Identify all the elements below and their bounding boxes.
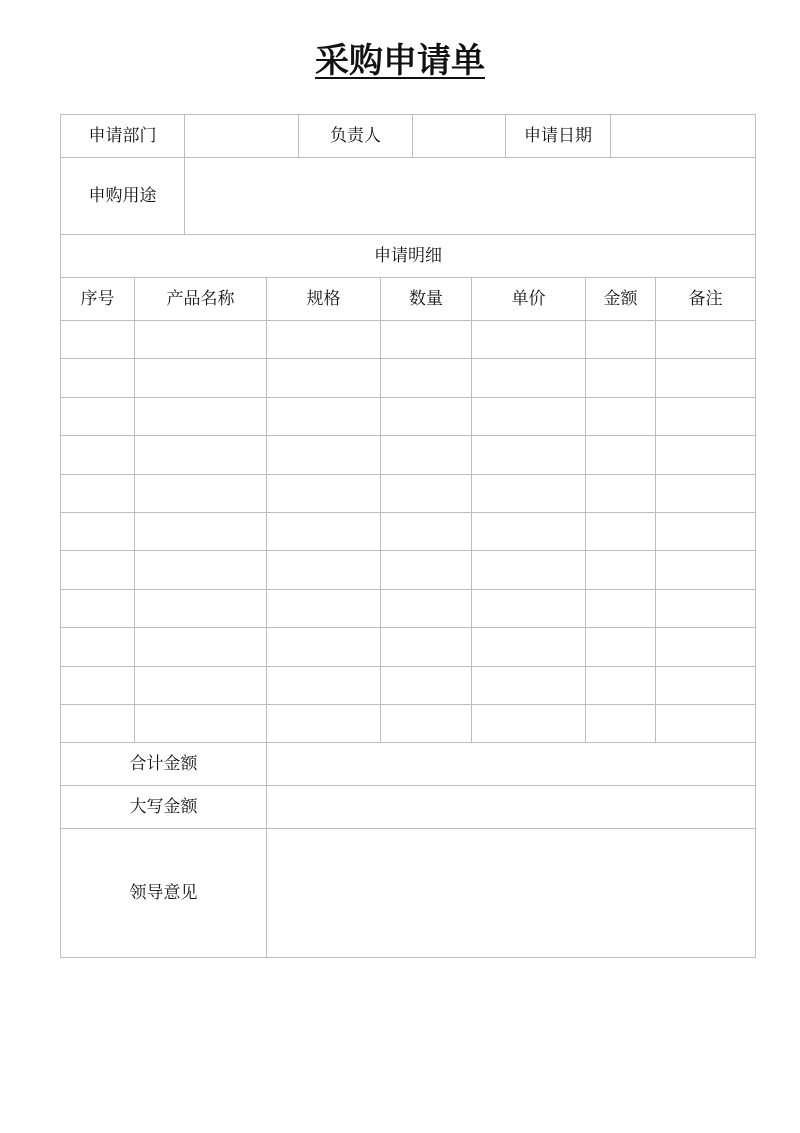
uppercase-amount-field[interactable] (267, 786, 756, 829)
cell-product[interactable] (135, 704, 267, 742)
cell-amount[interactable] (586, 397, 656, 435)
table-row (61, 359, 756, 397)
cell-amount[interactable] (586, 628, 656, 666)
cell-qty[interactable] (381, 512, 472, 550)
cell-price[interactable] (472, 436, 586, 474)
uppercase-amount-label: 大写金额 (61, 786, 267, 829)
department-label: 申请部门 (61, 115, 185, 158)
table-row (61, 551, 756, 589)
details-section-title: 申请明细 (61, 235, 756, 278)
cell-product[interactable] (135, 474, 267, 512)
header-row (61, 115, 756, 158)
cell-product[interactable] (135, 512, 267, 550)
cell-remark[interactable] (656, 397, 756, 435)
cell-remark[interactable] (656, 589, 756, 627)
cell-amount[interactable] (586, 551, 656, 589)
cell-qty[interactable] (381, 436, 472, 474)
cell-no[interactable] (61, 397, 135, 435)
cell-amount[interactable] (586, 666, 656, 704)
cell-price[interactable] (472, 628, 586, 666)
table-row (61, 589, 756, 627)
cell-remark[interactable] (656, 512, 756, 550)
form-title (0, 38, 800, 84)
cell-product[interactable] (135, 551, 267, 589)
column-header-price: 单价 (472, 278, 586, 321)
cell-product[interactable] (135, 589, 267, 627)
cell-spec[interactable] (267, 359, 381, 397)
leader-opinion-label: 领导意见 (61, 829, 267, 958)
cell-no[interactable] (61, 321, 135, 359)
cell-amount[interactable] (586, 321, 656, 359)
cell-product[interactable] (135, 666, 267, 704)
cell-remark[interactable] (656, 704, 756, 742)
column-header-no: 序号 (61, 278, 135, 321)
details-column-header-row (61, 278, 756, 321)
cell-no[interactable] (61, 704, 135, 742)
cell-spec[interactable] (267, 551, 381, 589)
cell-no[interactable] (61, 436, 135, 474)
cell-spec[interactable] (267, 512, 381, 550)
cell-amount[interactable] (586, 704, 656, 742)
cell-product[interactable] (135, 359, 267, 397)
cell-amount[interactable] (586, 359, 656, 397)
purchase-request-table (60, 114, 756, 958)
cell-qty[interactable] (381, 321, 472, 359)
cell-spec[interactable] (267, 474, 381, 512)
cell-qty[interactable] (381, 551, 472, 589)
cell-qty[interactable] (381, 704, 472, 742)
cell-spec[interactable] (267, 666, 381, 704)
table-row (61, 512, 756, 550)
table-row (61, 321, 756, 359)
department-field[interactable] (185, 115, 299, 158)
date-label: 申请日期 (506, 115, 611, 158)
owner-label: 负责人 (299, 115, 413, 158)
cell-amount[interactable] (586, 512, 656, 550)
cell-qty[interactable] (381, 397, 472, 435)
cell-amount[interactable] (586, 474, 656, 512)
cell-price[interactable] (472, 589, 586, 627)
table-row (61, 628, 756, 666)
cell-spec[interactable] (267, 589, 381, 627)
cell-price[interactable] (472, 474, 586, 512)
form-title-text: 采购申请单 (315, 41, 485, 81)
cell-product[interactable] (135, 397, 267, 435)
cell-qty[interactable] (381, 589, 472, 627)
cell-spec[interactable] (267, 436, 381, 474)
cell-spec[interactable] (267, 321, 381, 359)
column-header-product: 产品名称 (135, 278, 267, 321)
cell-product[interactable] (135, 628, 267, 666)
column-header-amount: 金额 (586, 278, 656, 321)
cell-amount[interactable] (586, 589, 656, 627)
cell-remark[interactable] (656, 474, 756, 512)
cell-spec[interactable] (267, 397, 381, 435)
column-header-remark: 备注 (656, 278, 756, 321)
purpose-row (61, 158, 756, 235)
column-header-qty: 数量 (381, 278, 472, 321)
cell-no[interactable] (61, 551, 135, 589)
cell-price[interactable] (472, 551, 586, 589)
cell-remark[interactable] (656, 628, 756, 666)
cell-price[interactable] (472, 397, 586, 435)
purpose-field[interactable] (185, 158, 756, 235)
table-row (61, 397, 756, 435)
cell-no[interactable] (61, 512, 135, 550)
table-row (61, 704, 756, 742)
cell-price[interactable] (472, 512, 586, 550)
cell-no[interactable] (61, 628, 135, 666)
owner-field[interactable] (413, 115, 506, 158)
total-amount-row (61, 743, 756, 786)
cell-price[interactable] (472, 666, 586, 704)
cell-qty[interactable] (381, 666, 472, 704)
cell-no[interactable] (61, 359, 135, 397)
details-section-row (61, 235, 756, 278)
cell-no[interactable] (61, 474, 135, 512)
cell-qty[interactable] (381, 474, 472, 512)
uppercase-amount-row (61, 786, 756, 829)
table-row (61, 436, 756, 474)
cell-remark[interactable] (656, 436, 756, 474)
cell-amount[interactable] (586, 436, 656, 474)
table-row (61, 474, 756, 512)
leader-opinion-field[interactable] (267, 829, 756, 958)
cell-no[interactable] (61, 589, 135, 627)
date-field[interactable] (611, 115, 756, 158)
cell-remark[interactable] (656, 321, 756, 359)
table-row (61, 666, 756, 704)
total-amount-label: 合计金额 (61, 743, 267, 786)
cell-product[interactable] (135, 321, 267, 359)
cell-remark[interactable] (656, 359, 756, 397)
cell-price[interactable] (472, 704, 586, 742)
cell-qty[interactable] (381, 628, 472, 666)
total-amount-field[interactable] (267, 743, 756, 786)
cell-product[interactable] (135, 436, 267, 474)
column-header-spec: 规格 (267, 278, 381, 321)
cell-remark[interactable] (656, 666, 756, 704)
cell-spec[interactable] (267, 628, 381, 666)
cell-remark[interactable] (656, 551, 756, 589)
form-body (61, 115, 756, 958)
leader-opinion-row (61, 829, 756, 958)
cell-qty[interactable] (381, 359, 472, 397)
purpose-label: 申购用途 (61, 158, 185, 235)
cell-spec[interactable] (267, 704, 381, 742)
cell-no[interactable] (61, 666, 135, 704)
cell-price[interactable] (472, 359, 586, 397)
cell-price[interactable] (472, 321, 586, 359)
